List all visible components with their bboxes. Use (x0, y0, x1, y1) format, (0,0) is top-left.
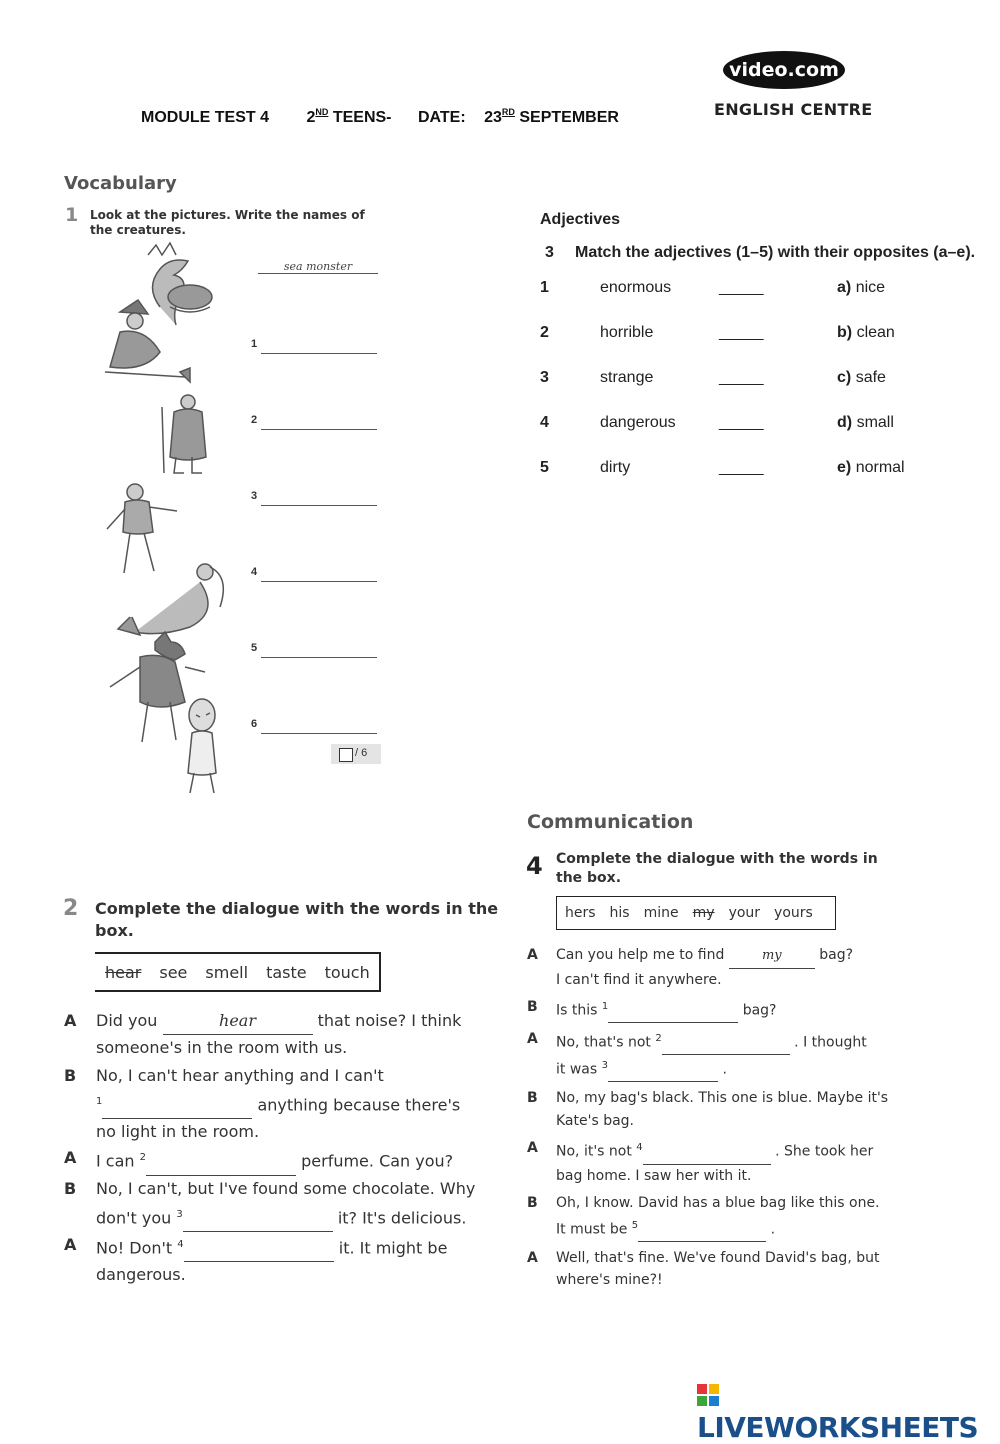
dialogue-line: B No, I can't, but I've found some chocolate. Why don't you $^3$ it? It's delicious. (64, 1176, 484, 1232)
vocabulary-answer-3[interactable]: 3 (251, 490, 377, 506)
word-hers: hers (565, 905, 596, 921)
answer-blank-3[interactable] (183, 1205, 333, 1232)
mermaid-picture (118, 564, 223, 635)
adjective-row-5: 5 dirty _____ e) normal (540, 459, 905, 476)
exercise-1-instruction: Look at the pictures. Write the names of the creatures. (90, 208, 365, 237)
dialogue-line: B No, my bag's black. This one is blue. Maybe it's Kate's bag. (527, 1090, 889, 1129)
match-blank-1[interactable]: _____ (719, 279, 764, 296)
exercise-3-number: 3 (545, 244, 554, 261)
adjective-row-2: 2 horrible _____ b) clean (540, 324, 895, 341)
word-your: your (728, 905, 761, 921)
dialogue-line: A No, it's not $^4$ . She took her bag home. I saw her with it. (527, 1140, 874, 1184)
vocabulary-example-answer: sea monster (258, 260, 378, 274)
dialogue-line: B Oh, I know. David has a blue bag like this one. It must be $^5$ . (527, 1192, 967, 1242)
exercise-4-dialogue (527, 944, 967, 1292)
communication-title: Communication (527, 811, 694, 833)
grade-label: 2ND TEENS- (306, 107, 392, 126)
adjective-row-4: 4 dangerous _____ d) small (540, 414, 894, 431)
exercise-4-instruction: Complete the dialogue with the words in the box. (556, 851, 878, 886)
logo-text: video.com (729, 59, 839, 81)
adjective-row-3: 3 strange _____ c) safe (540, 369, 886, 386)
word-his: his (609, 905, 630, 921)
match-blank-5[interactable]: _____ (719, 459, 764, 476)
dialogue-line: A Well, that's fine. We've found David's bag, but where's mine?! (527, 1249, 880, 1289)
word-yours: yours (774, 905, 813, 921)
answer-blank-2[interactable] (146, 1149, 296, 1176)
witch-picture (105, 300, 190, 382)
dialogue-line: A I can $^2$ perfume. Can you? (64, 1145, 484, 1175)
exercise-4-word-box (556, 896, 836, 930)
word-see: see (159, 962, 188, 982)
dialogue-line: A No, that's not $^2$ . I thought it was $^3$ . (527, 1028, 967, 1082)
dialogue-line: B Is this $^1$ bag? (527, 996, 967, 1023)
creature-illustrations (100, 237, 250, 797)
word-my: my (692, 905, 715, 921)
vocabulary-title: Vocabulary (64, 173, 177, 194)
adjective-row-1: 1 enormous _____ a) nice (540, 279, 886, 296)
liveworksheets-logo-icon (697, 1384, 719, 1406)
exercise-1-number: 1 (65, 204, 79, 226)
word-mine: mine (643, 905, 679, 921)
sea-monster-picture (148, 243, 212, 325)
answer-blank-4[interactable] (643, 1141, 771, 1165)
exercise-4-number: 4 (526, 852, 543, 880)
werewolf-picture (110, 632, 205, 742)
dialogue-line: B No, I can't hear anything and I can't $^1$ anything because there's no light in the room. (64, 1066, 461, 1142)
exercise-2-word-box (95, 952, 381, 992)
dialogue-line: A Can you help me to find my bag? I can't find it anywhere. (527, 947, 854, 988)
logo-subtitle: ENGLISH CENTRE (714, 100, 873, 119)
module-title: MODULE TEST 4 (141, 109, 270, 126)
answer-blank-3[interactable] (608, 1059, 718, 1083)
liveworksheets-brand[interactable]: LIVEWORKSHEETS (697, 1378, 1000, 1444)
zombie-picture (107, 484, 177, 573)
score-checkbox (339, 748, 353, 762)
example-answer: my (729, 945, 815, 969)
date-label: DATE: (417, 109, 466, 126)
example-answer: hear (163, 1008, 313, 1035)
answer-blank-5[interactable] (638, 1218, 766, 1242)
match-blank-2[interactable]: _____ (719, 324, 764, 341)
word-taste: taste (266, 962, 307, 982)
vocabulary-answer-6[interactable]: 6 (251, 718, 377, 734)
vocabulary-score-box: / 6 (331, 744, 381, 764)
word-hear: hear (105, 962, 142, 982)
date-value: 23RD SEPTEMBER (484, 107, 619, 126)
wizard-picture (162, 395, 206, 473)
answer-blank-1[interactable] (608, 1000, 738, 1024)
answer-blank-4[interactable] (184, 1235, 334, 1262)
match-blank-4[interactable]: _____ (719, 414, 764, 431)
match-blank-3[interactable]: _____ (719, 369, 764, 386)
vocabulary-answer-4[interactable]: 4 (251, 566, 377, 582)
answer-blank-1[interactable] (102, 1092, 252, 1119)
vocabulary-answer-2[interactable]: 2 (251, 414, 377, 430)
adjectives-title: Adjectives (540, 211, 621, 228)
answer-blank-2[interactable] (662, 1032, 790, 1056)
exercise-2-dialogue (64, 1008, 484, 1288)
vocabulary-answer-1[interactable]: 1 (251, 338, 377, 354)
vocabulary-answer-5[interactable]: 5 (251, 642, 377, 658)
alien-picture (188, 699, 216, 793)
exercise-2-number: 2 (63, 896, 79, 921)
test-header (141, 107, 619, 127)
word-smell: smell (205, 962, 249, 982)
dialogue-line: A Did you hear that noise? I think someone's in the room with us. (64, 1008, 484, 1061)
word-touch: touch (324, 962, 370, 982)
dialogue-line: A No! Don't $^4$ it. It might be dangerous. (64, 1234, 448, 1285)
exercise-3-instruction: Match the adjectives (1–5) with their opposites (a–e). (575, 244, 976, 261)
exercise-2-instruction: Complete the dialogue with the words in the box. (95, 899, 499, 940)
video-com-logo (722, 50, 846, 90)
